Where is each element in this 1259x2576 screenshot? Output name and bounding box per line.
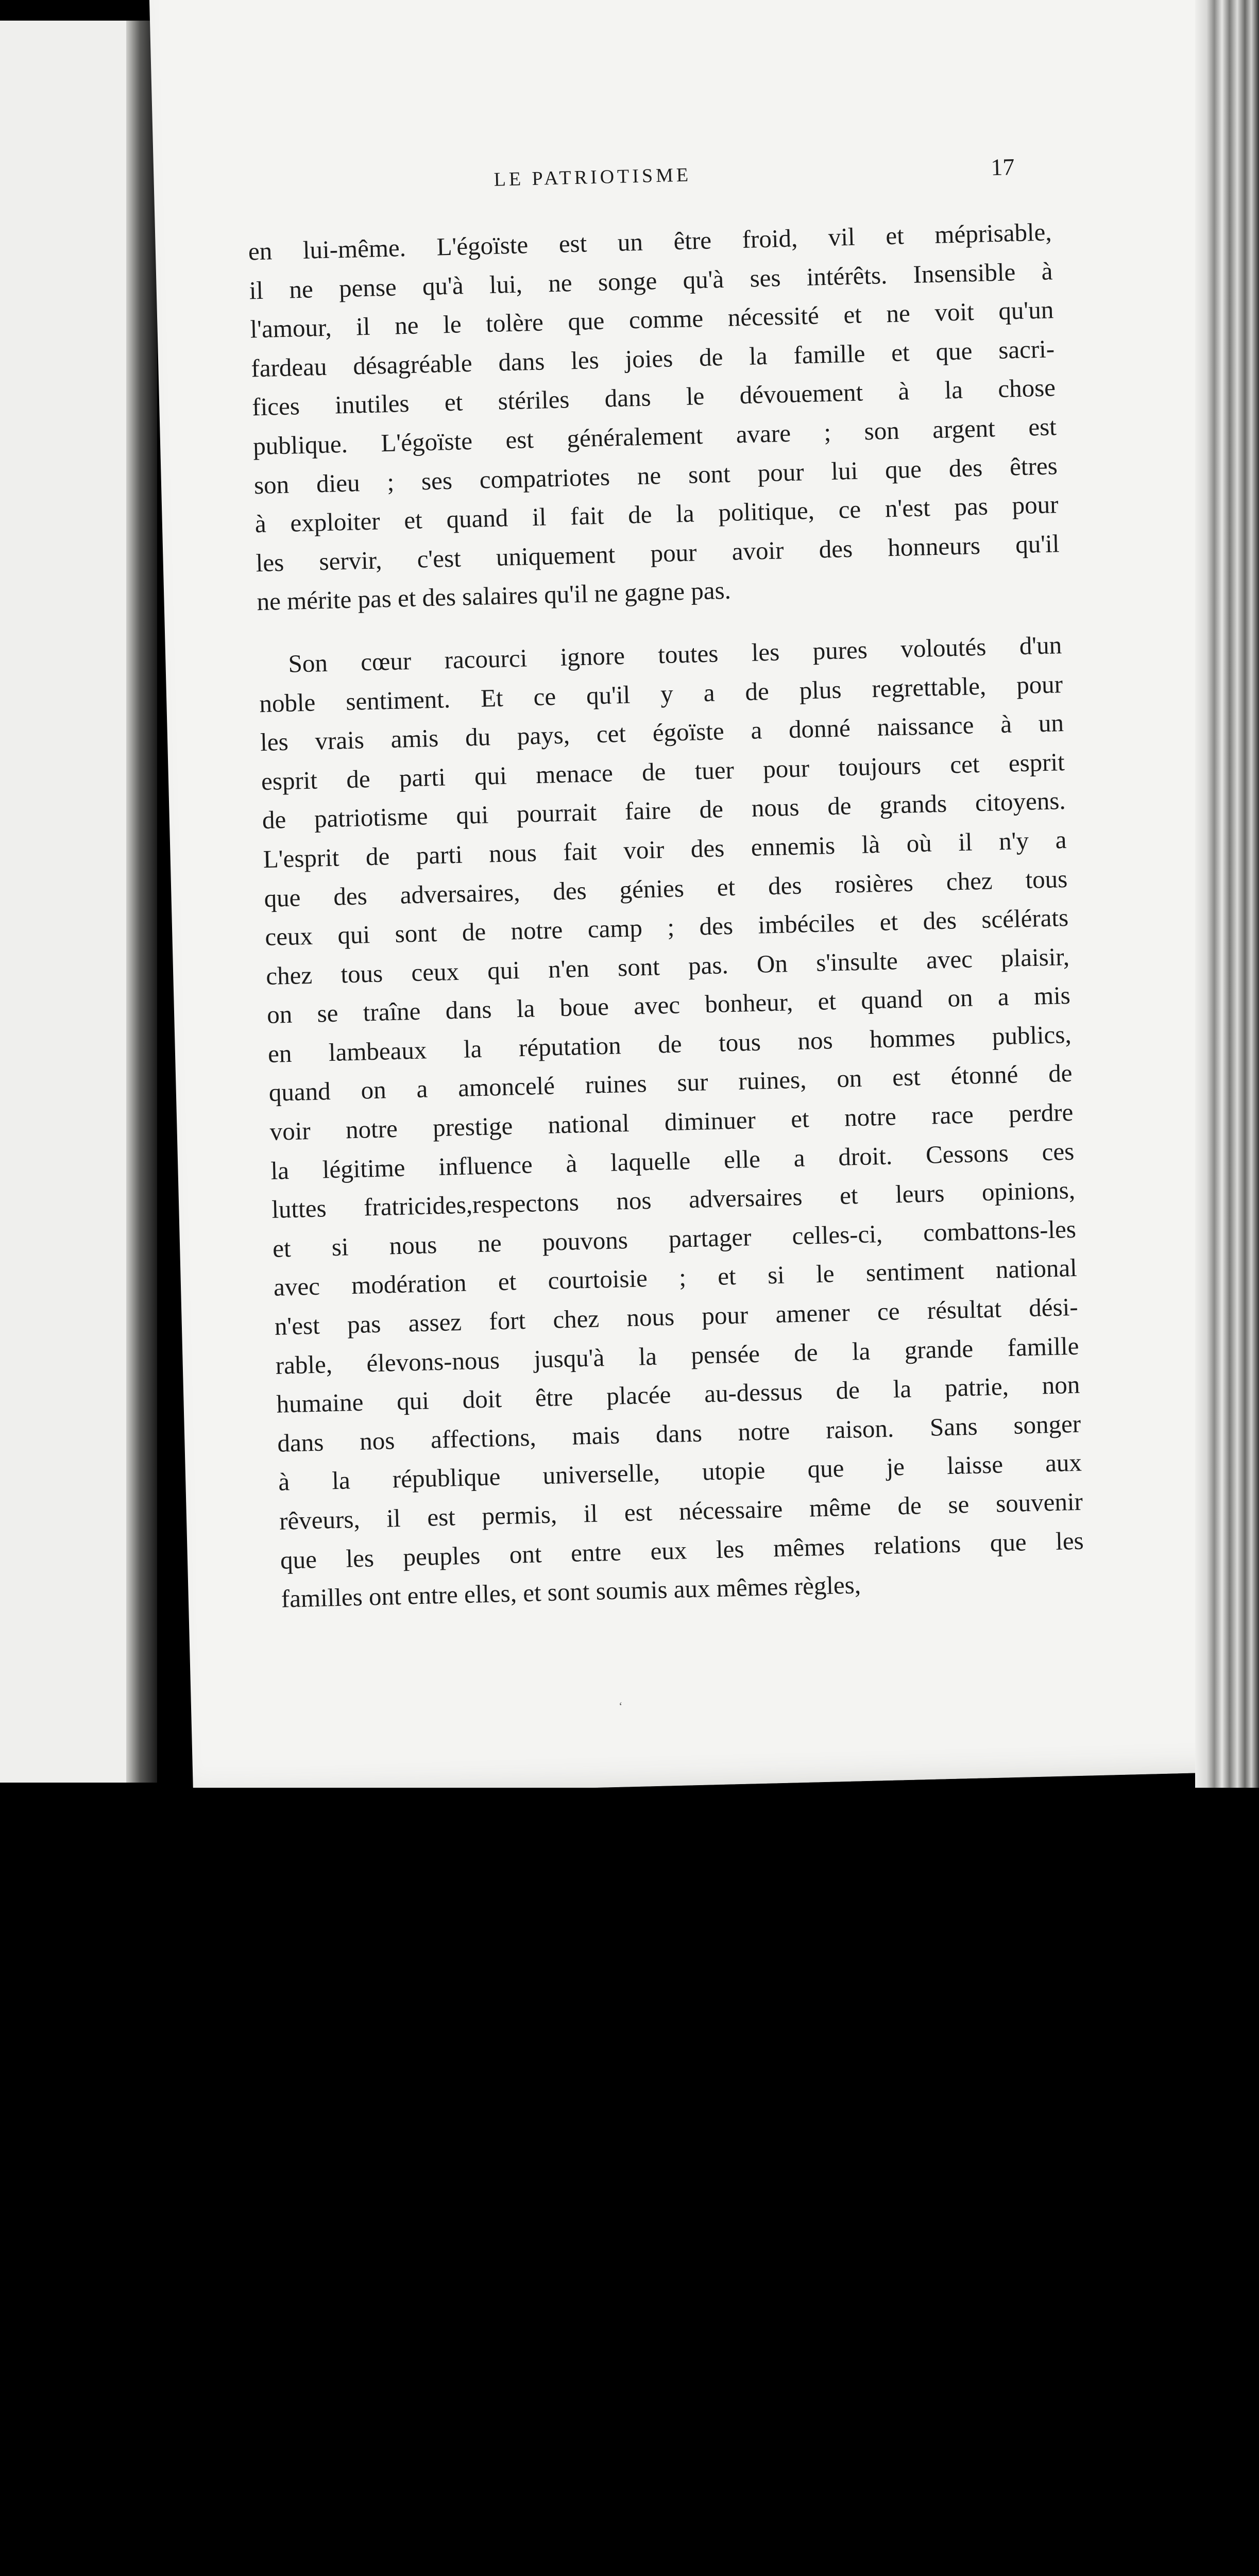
text-line: son dieu ; ses compatriotes ne sont pour lui que des êtres (253, 451, 1058, 499)
text-line: humaine qui doit être placée au-dessus de la patrie, non (276, 1370, 1080, 1418)
text-line: à la république universelle, utopie que je laisse aux (278, 1448, 1082, 1497)
text-line: que des adversaires, des génies et des rosières chez tous (263, 864, 1068, 912)
text-line: voir notre prestige national diminuer et notre race perdre (269, 1097, 1074, 1146)
paragraph (248, 212, 1061, 621)
running-head (154, 151, 1040, 204)
text-line: luttes fratricides,respectons nos adversaires et leurs opinions, (271, 1176, 1076, 1224)
text-line: que les peuples ont entre eux les mêmes relations que les (280, 1526, 1084, 1574)
book-page (149, 0, 1254, 1798)
text-line: L'esprit de parti nous fait voir des ennemis là où il n'y a (263, 825, 1067, 874)
book-gutter (126, 21, 157, 1783)
text-line: familles ont entre elles, et sont soumis aux mêmes règles, (281, 1570, 861, 1613)
text-line: et si nous ne pouvons partager celles-ci, combattons-les (272, 1214, 1077, 1263)
ink-speck: ‘ (618, 1699, 623, 1713)
text-line: rêveurs, il est permis, il est nécessaire même de se souvenir (279, 1487, 1083, 1535)
text-line: en lambeaux la réputation de tous nos hommes publics, (267, 1020, 1072, 1068)
text-line: chez tous ceux qui n'en sont pas. On s'insulte avec plaisir, (265, 942, 1070, 990)
text-line: n'est pas assez fort chez nous pour amener ce résultat dési- (274, 1292, 1079, 1341)
scan-background (0, 1788, 1259, 1884)
text-line: esprit de parti qui menace de tuer pour toujours cet esprit (261, 747, 1065, 795)
text-line: les vrais amis du pays, cet égoïste a donné naissance à un (260, 708, 1064, 757)
text-line: à exploiter et quand il fait de la politique, ce n'est pas pour (254, 490, 1059, 538)
text-line: l'amour, il ne le tolère que comme nécessité et ne voit qu'un (250, 295, 1054, 344)
page-edges (1195, 0, 1259, 1803)
text-line: fices inutiles et stériles dans le dévouement à la chose (251, 373, 1056, 421)
text-line: noble sentiment. Et ce qu'il y a de plus regrettable, pour (259, 669, 1063, 718)
text-line: avec modération et courtoisie ; et si le sentiment national (273, 1253, 1078, 1302)
text-line: quand on a amoncelé ruines sur ruines, on est étonné de (268, 1059, 1073, 1107)
text-line: rable, élevons-nous jusqu'à la pensée de la grande famille (275, 1331, 1080, 1380)
text-line: dans nos affections, mais dans notre raison. Sans songer (277, 1409, 1081, 1458)
text-line: fardeau désagréable dans les joies de la famille et que sacri- (250, 334, 1055, 383)
text-line: il ne pense qu'à lui, ne songe qu'à ses intérêts. Insensible à (249, 256, 1053, 305)
text-line: on se traîne dans la boue avec bonheur, et quand on a mis (266, 981, 1071, 1029)
text-line: ne mérite pas et des salaires qu'il ne gagne pas. (256, 576, 731, 616)
running-title: LE PATRIOTISME (494, 164, 692, 191)
text-line: en lui-même. L'égoïste est un être froid, vil et méprisable, (248, 217, 1052, 266)
text-line: ceux qui sont de notre camp ; des imbéciles et des scélérats (264, 903, 1069, 952)
text-line: de patriotisme qui pourrait faire de nous de grands citoyens. (262, 786, 1066, 835)
text-line: les servir, c'est uniquement pour avoir des honneurs qu'il (256, 529, 1060, 578)
paragraph (258, 625, 1085, 1618)
text-line: la légitime influence à laquelle elle a droit. Cessons ces (270, 1137, 1075, 1185)
body-text (248, 212, 1085, 1618)
text-line: publique. L'égoïste est généralement avare ; son argent est (252, 412, 1057, 461)
page-number: 17 (990, 154, 1015, 181)
text-line: Son cœur racourci ignore toutes les pures voloutés d'un (287, 631, 1062, 678)
